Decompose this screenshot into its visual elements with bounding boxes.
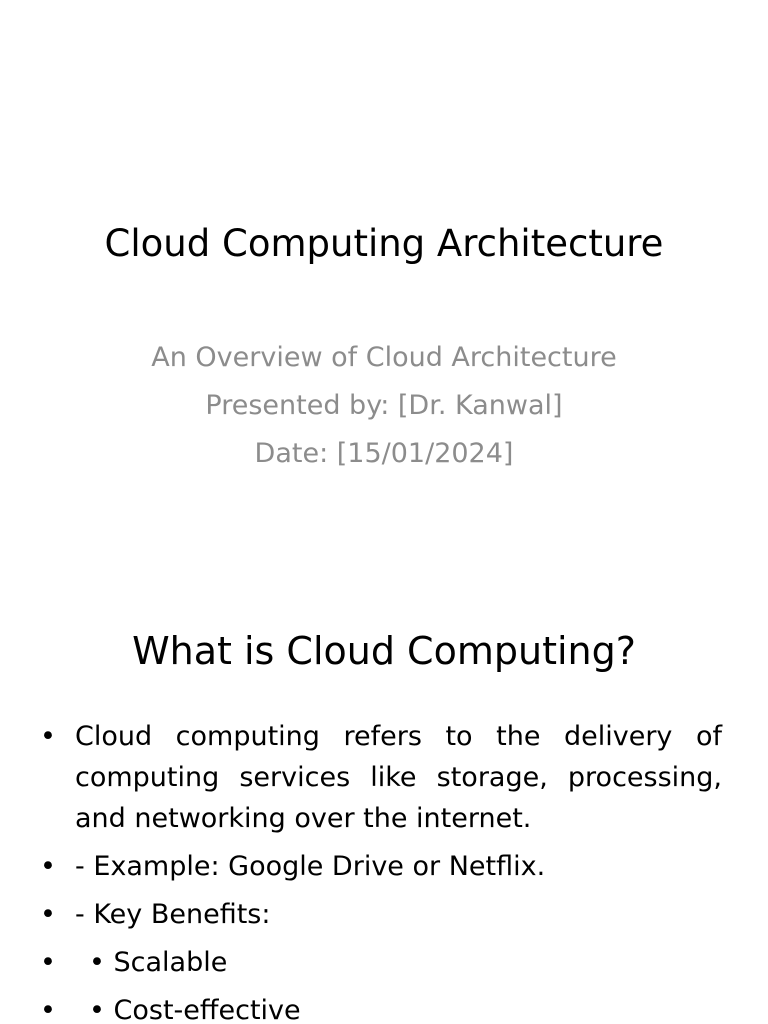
slide-subtitle bbox=[0, 334, 768, 478]
bullet-item bbox=[40, 990, 722, 1024]
bullet-item bbox=[40, 894, 722, 935]
subtitle-line-presenter: Presented by: [Dr. Kanwal] bbox=[205, 390, 563, 421]
bullet-text: - Key Benefits: bbox=[75, 899, 271, 930]
bullet-marker: • bbox=[40, 995, 56, 1024]
bullet-list bbox=[40, 716, 722, 1024]
bullet-marker: • bbox=[40, 851, 56, 882]
bullet-marker: • bbox=[40, 947, 56, 978]
subtitle-line-date: Date: [15/01/2024] bbox=[254, 438, 514, 469]
bullet-text: • Cost-effective bbox=[89, 995, 301, 1024]
bullet-item bbox=[40, 846, 722, 887]
bullet-marker: • bbox=[40, 721, 56, 752]
subtitle-line-overview: An Overview of Cloud Architecture bbox=[151, 342, 617, 373]
content-slide bbox=[0, 576, 768, 1024]
bullet-item bbox=[40, 942, 722, 983]
slide-title: Cloud Computing Architecture bbox=[104, 222, 664, 265]
bullet-text: - Example: Google Drive or Netflix. bbox=[75, 851, 546, 882]
slide-title: What is Cloud Computing? bbox=[132, 629, 636, 673]
bullet-item bbox=[40, 716, 722, 839]
bullet-marker: • bbox=[40, 899, 56, 930]
bullet-text: Cloud computing refers to the delivery of computing services like storage, processing, and networking over the internet. bbox=[75, 721, 722, 834]
bullet-text: • Scalable bbox=[89, 947, 228, 978]
